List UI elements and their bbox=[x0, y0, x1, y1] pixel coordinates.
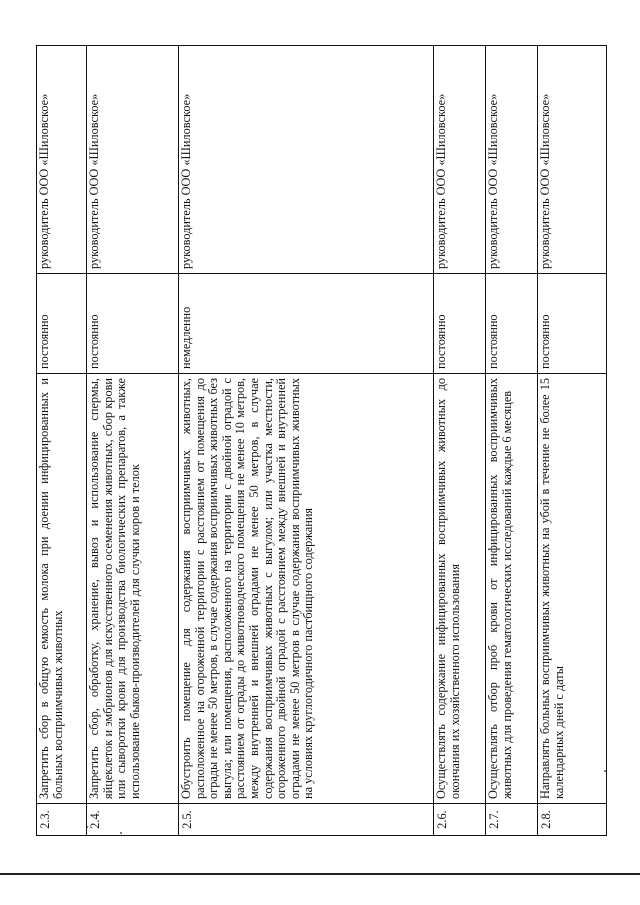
measure-text: Направлять больных восприимчивых животных на убой в течение не более 15 календарных дней с даты bbox=[538, 374, 607, 804]
term-cell: постоянно bbox=[486, 274, 538, 374]
responsible-cell: руководитель ООО «Шиловское» bbox=[179, 46, 434, 274]
measure-text: Осуществлять отбор проб крови от инфицированных восприимчивых животных для проведения гематологических исследований каждые 6 месяцев bbox=[486, 374, 538, 804]
measure-text: Осуществлять содержание инфицированных восприимчивых животных до окончания их хозяйственного использования bbox=[434, 374, 486, 804]
table-row bbox=[538, 46, 607, 836]
table-row bbox=[37, 46, 87, 836]
term-cell: немедленно bbox=[179, 274, 434, 374]
responsible-cell: руководитель ООО «Шиловское» bbox=[37, 46, 87, 274]
row-number: 2.7. bbox=[486, 804, 538, 836]
rotated-table-sheet bbox=[36, 46, 606, 836]
responsible-cell: руководитель ООО «Шиловское» bbox=[486, 46, 538, 274]
measure-text: Обустроить помещение для содержания восприимчивых животных, расположенное на огороженной территории с расстоянием от помещения до ограды не менее 50 метров, в случае содержания восприимчивых животных без выгула; или помещения, расположенного на территории с двойной оградой с расстоянием от ограды до животноводческого помещения не менее 10 метров, между внутренней и внешней оградами не менее 50 метров, в случае содержания восприимчивых животных с выгулом; или участка местности, огороженного двойной оградой с расстоянием между внешней и внутренней оградами не менее 50 метров в случае содержания восприимчивых животных на условиях круглогодичного пастбищного содержания bbox=[179, 374, 434, 804]
page-bottom-edge bbox=[0, 873, 640, 875]
responsible-cell: руководитель ООО «Шиловское» bbox=[87, 46, 179, 274]
row-number: 2.8. bbox=[538, 804, 607, 836]
row-number: 2.5. bbox=[179, 804, 434, 836]
table-row bbox=[486, 46, 538, 836]
term-cell: постоянно bbox=[538, 274, 607, 374]
row-number: 2.4. bbox=[87, 804, 179, 836]
measure-text: Запретить сбор, обработку, хранение, вывоз и использование спермы, яйцеклеток и эмбрионов для искусственного осеменения животных, сбор крови или сыворотки крови для производства биологических препаратов, а также использование быков-производителей для случки коров и телок bbox=[87, 374, 179, 804]
row-number: 2.6. bbox=[434, 804, 486, 836]
term-cell: постоянно bbox=[434, 274, 486, 374]
term-cell: постоянно bbox=[37, 274, 87, 374]
measure-text: Запретить сбор в общую емкость молока при доении инфицированных и больных восприимчивых животных bbox=[37, 374, 87, 804]
table-row bbox=[434, 46, 486, 836]
row-number: 2.3. bbox=[37, 804, 87, 836]
table-row bbox=[179, 46, 434, 836]
term-cell: постоянно bbox=[87, 274, 179, 374]
table-row bbox=[87, 46, 179, 836]
responsible-cell: руководитель ООО «Шиловское» bbox=[538, 46, 607, 274]
measures-table bbox=[36, 45, 607, 836]
responsible-cell: руководитель ООО «Шиловское» bbox=[434, 46, 486, 274]
